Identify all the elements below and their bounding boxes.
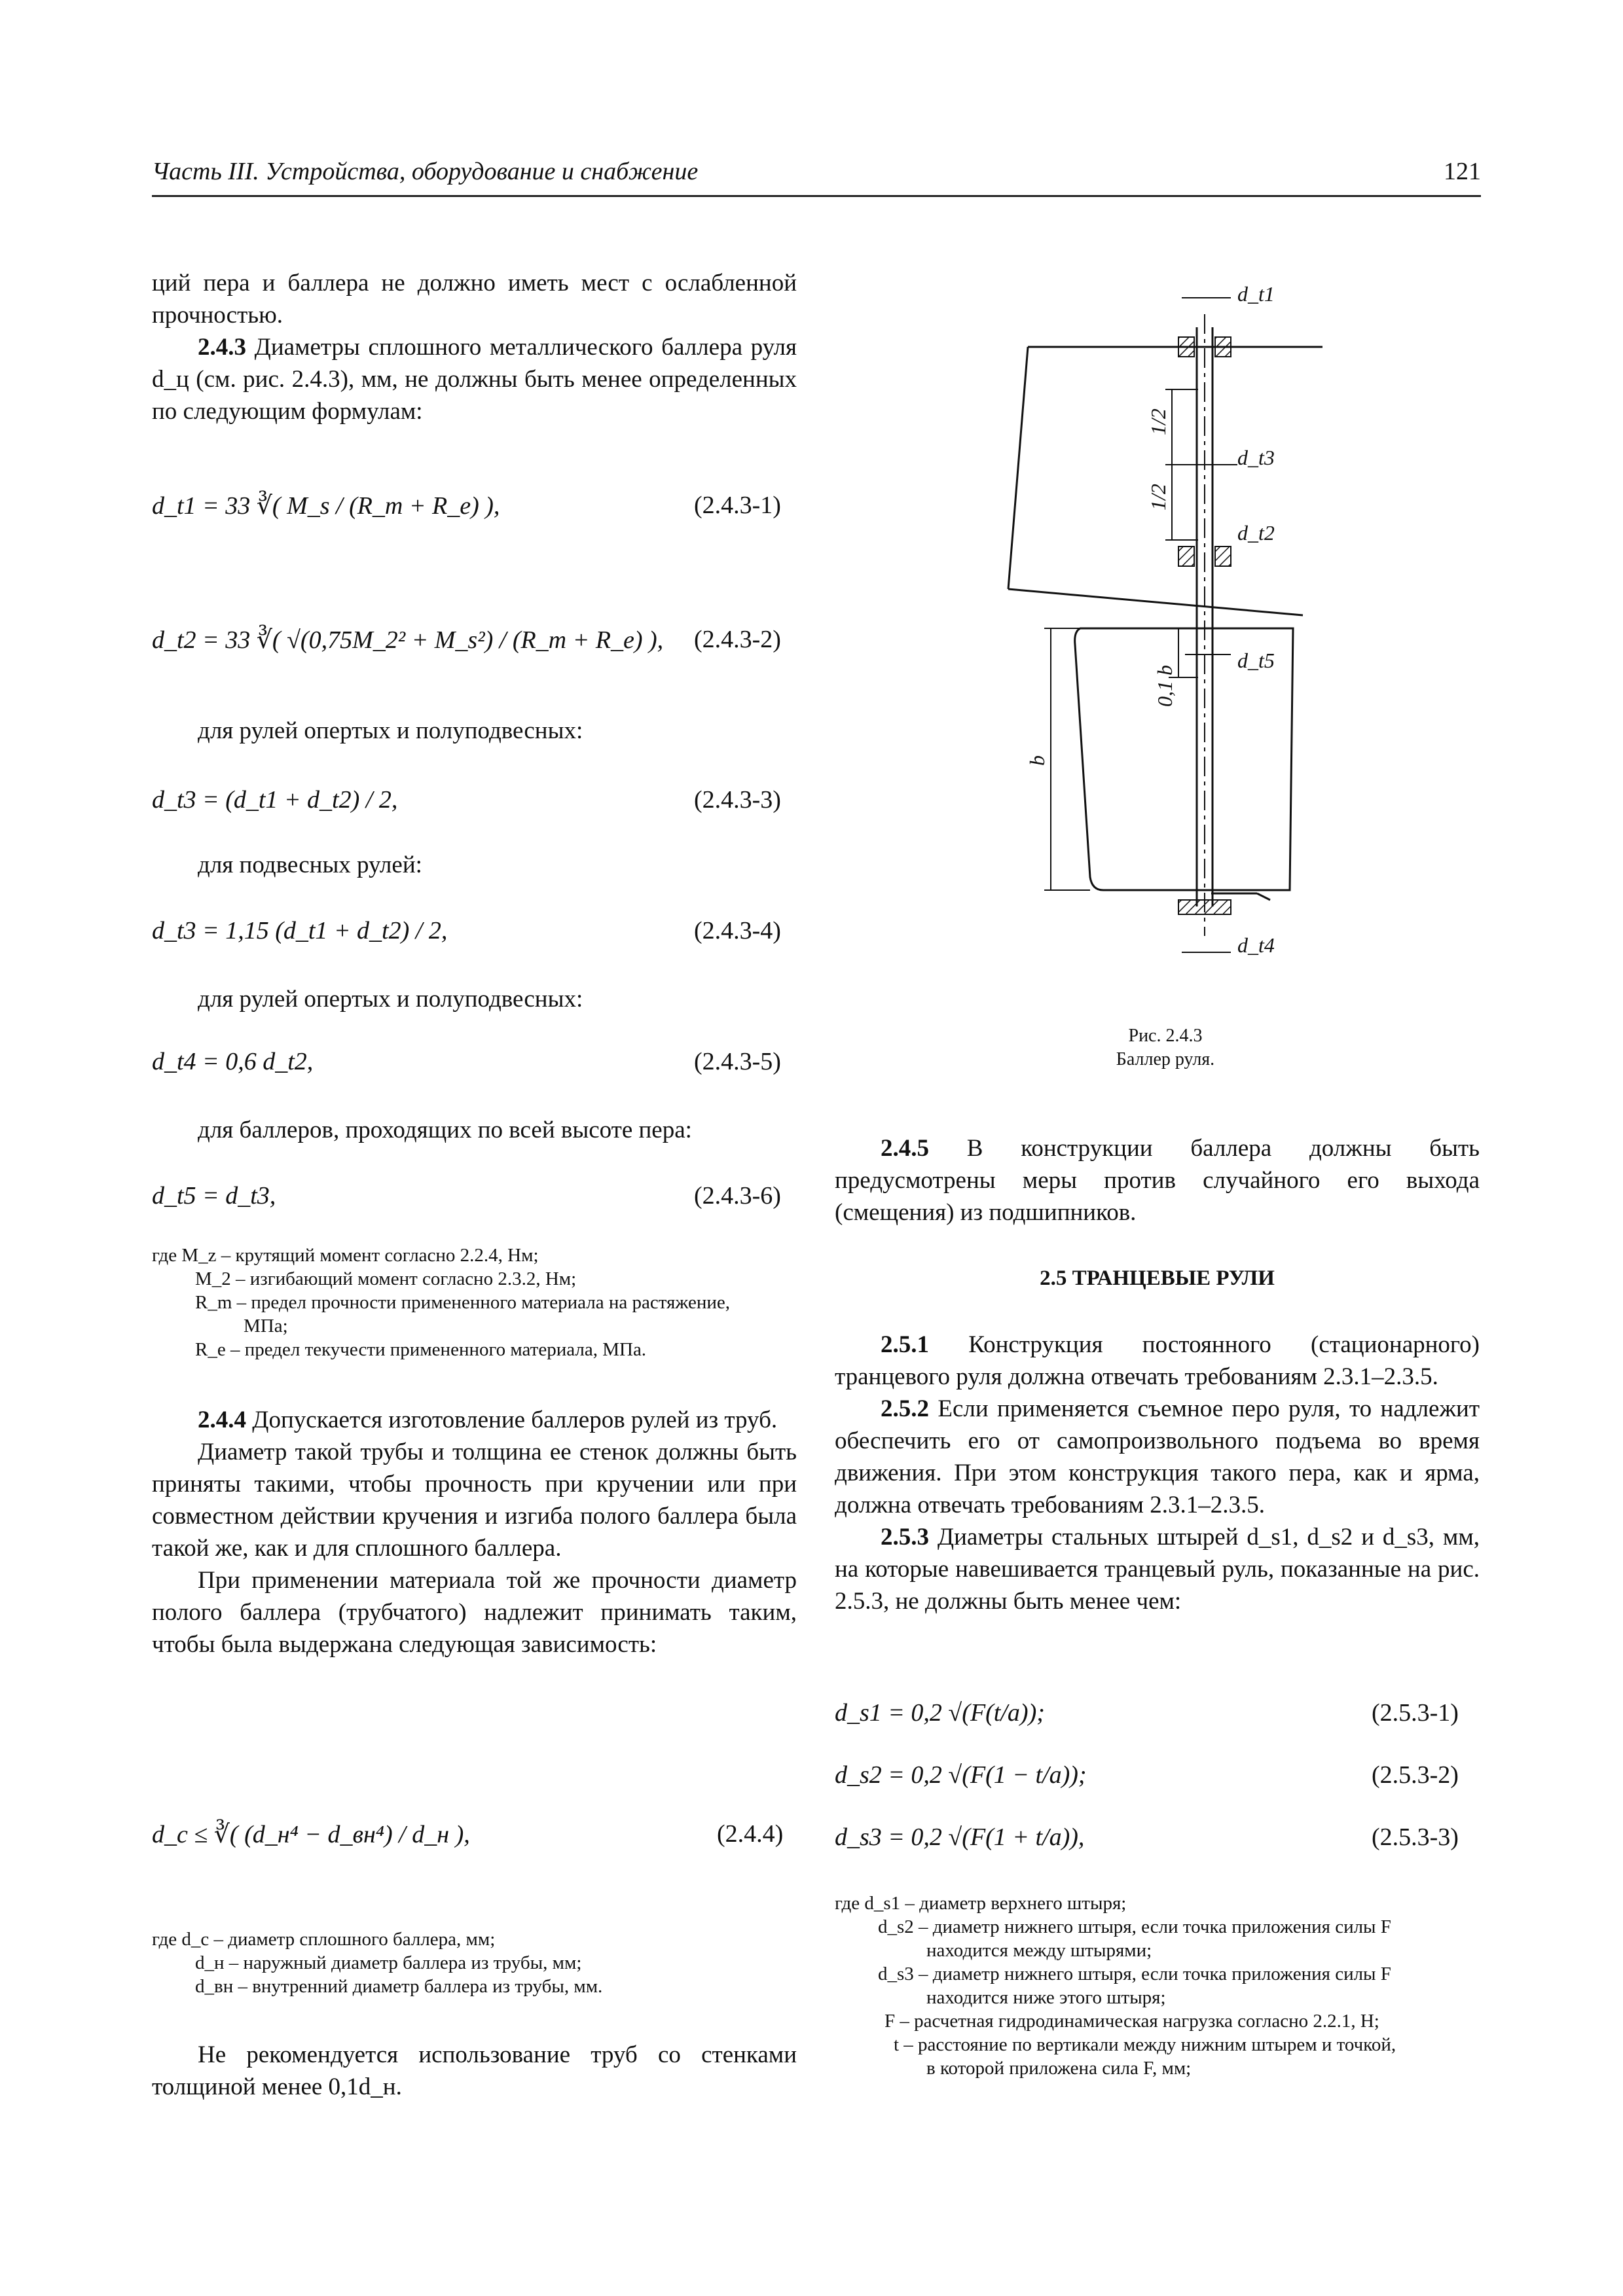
clause-number: 2.4.4	[198, 1407, 246, 1433]
hull-side-line	[1008, 347, 1028, 589]
figure-title: Баллер руля.	[1116, 1049, 1215, 1069]
paragraph: Не рекомендуется использование труб со стенками толщиной менее 0,1d_н.	[152, 2041, 797, 2100]
header-title: Часть III. Устройства, оборудование и снабжение	[152, 158, 699, 185]
clause-2-4-3	[152, 331, 797, 427]
label-dt3: d_t3	[1237, 446, 1275, 469]
equation-number: (2.4.3-4)	[694, 917, 781, 944]
clause-text: Если применяется съемное перо руля, то надлежит обеспечить его от самопроизвольного подъема во время движения. При этом конструкция такого пера, как и ярма, должна отвечать требованиям 2.3.1–2.3.5.	[835, 1395, 1480, 1518]
clause-text: Конструкция постоянного (стационарного) транцевого руля должна отвечать требованиям 2.3.1–2.3.5.	[835, 1331, 1480, 1390]
clause-number: 2.4.5	[881, 1135, 929, 1162]
symbol-legend-3	[835, 1892, 1396, 2080]
condition-label: для рулей опертых и полуподвесных:	[198, 986, 583, 1013]
legend-line: d_s3 – диаметр нижнего штыря, если точка приложения силы F	[878, 1964, 1391, 1984]
label-half-upper: 1/2	[1146, 408, 1170, 435]
equation-number: (2.4.4)	[717, 1820, 784, 1848]
legend-line: R_m – предел прочности примененного материала на растяжение,	[195, 1292, 731, 1313]
clause-number: 2.5.1	[881, 1331, 929, 1358]
clause-number: 2.5.2	[881, 1395, 929, 1422]
legend-line: F – расчетная гидродинамическая нагрузка согласно 2.2.1, Н;	[884, 2011, 1379, 2032]
section-heading: 2.5 ТРАНЦЕВЫЕ РУЛИ	[1040, 1266, 1275, 1290]
equation-number: (2.5.3-3)	[1372, 1823, 1459, 1851]
right-paragraph-block	[835, 1132, 1480, 1229]
legend-line: находится между штырями;	[926, 1940, 1152, 1961]
clause-2-5-3	[835, 1521, 1480, 1617]
running-header	[152, 157, 1481, 197]
label-b: b	[1025, 755, 1049, 766]
equation-number: (2.4.3-3)	[694, 786, 781, 814]
condition-label: для рулей опертых и полуподвесных:	[198, 717, 583, 744]
figure-caption	[982, 1024, 1349, 1071]
hull-bottom-line	[1008, 589, 1303, 615]
heel-bearing	[1178, 900, 1231, 914]
equation-2-4-3-3: d_t3 = (d_t1 + d_t2) / 2,	[152, 786, 398, 814]
equation-2-5-3-2: d_s2 = 0,2 √(F(1 − t/a));	[835, 1761, 1087, 1789]
label-dt4: d_t4	[1237, 933, 1275, 957]
equation-2-5-3-3: d_s3 = 0,2 √(F(1 + t/a)),	[835, 1823, 1085, 1851]
label-dt5: d_t5	[1237, 649, 1275, 672]
label-0-1b: 0,1 b	[1153, 665, 1176, 707]
condition-label: для баллеров, проходящих по всей высоте пера:	[198, 1117, 692, 1143]
clause-text: Диаметры стальных штырей d_s1, d_s2 и d_s3, мм, на которые навешивается транцевый руль, показанные на рис. 2.5.3, не должны быть менее чем:	[835, 1524, 1480, 1615]
clause-text: В конструкции баллера должны быть предусмотрены меры против случайного его выхода (смещения) из подшипников.	[835, 1135, 1480, 1226]
equation-number: (2.5.3-1)	[1372, 1699, 1459, 1727]
label-half-lower: 1/2	[1146, 484, 1170, 511]
legend-line: МПа;	[244, 1316, 288, 1336]
clause-2-4-4	[152, 1404, 797, 1436]
symbol-legend-1	[152, 1244, 730, 1361]
equation-2-4-3-4: d_t3 = 1,15 (d_t1 + d_t2) / 2,	[152, 917, 448, 944]
equation-2-4-3-6: d_t5 = d_t3,	[152, 1182, 276, 1210]
legend-line: где d_c – диаметр сплошного баллера, мм;	[152, 1929, 496, 1950]
legend-line: R_e – предел текучести примененного материала, МПа.	[195, 1339, 647, 1360]
equation-2-4-3-2: d_t2 = 33 ∛( √(0,75M_2² + M_s²) / (R_m + R_e) ),	[152, 626, 664, 654]
equation-number: (2.4.3-5)	[694, 1048, 781, 1075]
equation-2-5-3-1: d_s1 = 0,2 √(F(t/a));	[835, 1699, 1045, 1727]
equation-number: (2.4.3-1)	[694, 492, 781, 519]
label-dt2: d_t2	[1237, 521, 1275, 545]
lower-bearing	[1178, 547, 1194, 566]
clause-number: 2.5.3	[881, 1524, 929, 1551]
continued-paragraph: ций пера и баллера не должно иметь мест с ослабленной прочностью.	[152, 270, 797, 329]
equation-2-4-4: d_c ≤ ∛( (d_н⁴ − d_вн⁴) / d_н ),	[152, 1821, 470, 1848]
clause-2-4-5	[835, 1132, 1480, 1229]
figure-number: Рис. 2.4.3	[1128, 1026, 1203, 1046]
equation-number: (2.4.3-6)	[694, 1182, 781, 1210]
legend-line: d_вн – внутренний диаметр баллера из трубы, мм.	[195, 1976, 603, 1997]
condition-label: для подвесных рулей:	[198, 852, 422, 878]
label-dt1: d_t1	[1237, 282, 1275, 306]
equation-number: (2.4.3-2)	[694, 626, 781, 653]
legend-line: t – расстояние по вертикали между нижним штырем и точкой,	[894, 2034, 1396, 2055]
legend-line: находится ниже этого штыря;	[926, 1987, 1166, 2008]
paragraph: При применении материала той же прочности диаметр полого баллера (трубчатого) надлежит принимать таким, чтобы была выдержана следующая зависимость:	[152, 1567, 797, 1658]
left-paragraph-block	[152, 267, 797, 427]
clause-2-5-2	[835, 1393, 1480, 1521]
equation-number: (2.5.3-2)	[1372, 1761, 1459, 1789]
left-final-paragraph	[152, 2039, 797, 2103]
legend-line: где d_s1 – диаметр верхнего штыря;	[835, 1893, 1127, 1914]
symbol-legend-2	[152, 1928, 602, 1998]
clause-2-5-1	[835, 1329, 1480, 1393]
clause-text: Допускается изготовление баллеров рулей из труб.	[252, 1407, 778, 1433]
equation-2-4-3-5: d_t4 = 0,6 d_t2,	[152, 1048, 314, 1075]
legend-line: где M_z – крутящий момент согласно 2.2.4, Нм;	[152, 1245, 539, 1266]
page-number: 121	[1444, 158, 1481, 185]
left-paragraph-block-2	[152, 1404, 797, 1660]
legend-line: d_н – наружный диаметр баллера из трубы, мм;	[195, 1952, 582, 1973]
equation-2-4-3-1: d_t1 = 33 ∛( M_s / (R_m + R_e) ),	[152, 492, 500, 520]
legend-line: в которой приложена сила F, мм;	[926, 2058, 1192, 2079]
clause-text: Диаметры сплошного металлического баллера руля d_ц (см. рис. 2.4.3), мм, не должны быть менее определенных по следующим формулам:	[152, 334, 797, 425]
clause-number: 2.4.3	[198, 334, 246, 361]
rudder-stock-figure	[982, 275, 1349, 982]
upper-bearing	[1178, 337, 1194, 357]
legend-line: M_2 – изгибающий момент согласно 2.3.2, Нм;	[195, 1268, 577, 1289]
right-paragraph-block-2	[835, 1329, 1480, 1617]
legend-line: d_s2 – диаметр нижнего штыря, если точка приложения силы F	[878, 1916, 1391, 1937]
paragraph: Диаметр такой трубы и толщина ее стенок должны быть приняты такими, чтобы прочность при кручении или при совместном действии кручения и изгиба полого баллера была такой же, как и для сплошного баллера.	[152, 1439, 797, 1562]
